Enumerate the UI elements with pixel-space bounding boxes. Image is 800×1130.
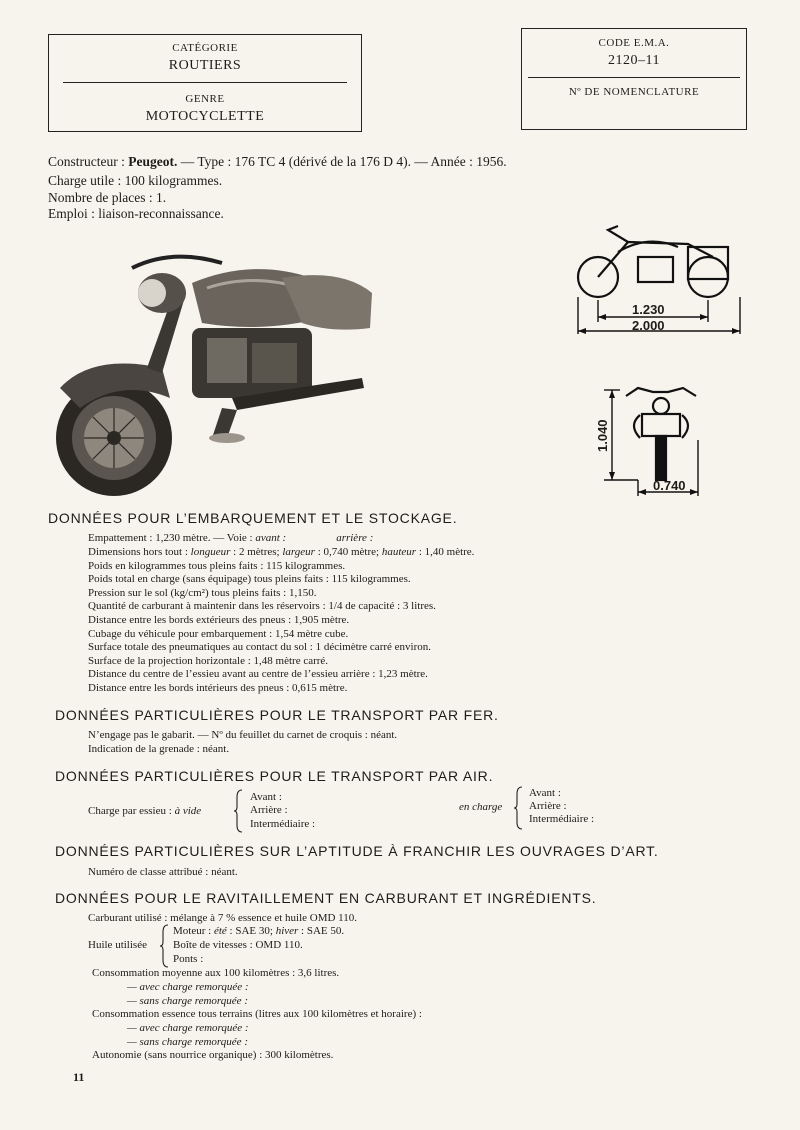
sans-charge: — sans charge remorquée :: [127, 995, 248, 1007]
dim-text: : 1,40 mètre.: [416, 546, 475, 558]
constructeur-value: Peugeot.: [128, 154, 178, 169]
front-width: 0.740: [653, 478, 686, 493]
charge-arriere: Arrière :: [529, 800, 567, 812]
moteur-text: Moteur :: [173, 925, 214, 937]
charge-utile: Charge utile : 100 kilogrammes.: [48, 173, 223, 188]
charge-text: Charge par essieu :: [88, 805, 175, 817]
data-line: Distance entre les bords extérieurs des pneus : 1,905 mètre.: [88, 614, 350, 626]
nomenclature-label: Nº DE NOMENCLATURE: [568, 86, 700, 98]
code-box: [521, 28, 747, 130]
brace-huile: [160, 924, 170, 968]
huile-boite: Boîte de vitesses : OMD 110.: [173, 939, 303, 951]
side-dim-1: 1.230: [632, 302, 665, 317]
category-value: ROUTIERS: [168, 58, 242, 73]
data-line: N’engage pas le gabarit. — Nº du feuillet du carnet de croquis : néant.: [88, 729, 398, 741]
side-dim-2: 2.000: [632, 318, 665, 333]
section-title-air: DONNÉES PARTICULIÈRES POUR LE TRANSPORT PAR AIR.: [55, 768, 494, 784]
dim-text: : 2 mètres;: [230, 546, 283, 558]
dim-largeur: largeur: [282, 546, 315, 558]
huile-moteur: [173, 925, 344, 938]
empattement-text: Empattement : 1,230 mètre. — Voie :: [88, 532, 256, 544]
brace-left: [234, 789, 244, 833]
brace-right: [514, 786, 524, 830]
data-line: Cubage du véhicule pour embarquement : 1,54 mètre cube.: [88, 628, 349, 640]
constructeur-line: [48, 154, 507, 170]
data-line: Surface totale des pneumatiques au contact du sol : 1 décimètre carré environ.: [88, 641, 432, 653]
data-line: Numéro de classe attribué : néant.: [88, 866, 238, 878]
charge-intermediaire: Intermédiaire :: [529, 813, 595, 825]
section-title-ravitaillement: DONNÉES POUR LE RAVITAILLEMENT EN CARBURANT ET INGRÉDIENTS.: [55, 890, 597, 906]
category-label: CATÉGORIE: [172, 42, 238, 54]
data-line: Poids en kilogrammes tous pleins faits : 115 kilogrammes.: [88, 560, 346, 572]
vide-intermediaire: Intermédiaire :: [250, 818, 316, 830]
avec-charge-tt: — avec charge remorquée :: [127, 1022, 249, 1034]
dim-text: Dimensions hors tout :: [88, 546, 191, 558]
moteur-text: : SAE 50.: [298, 925, 345, 937]
data-line: Surface de la projection horizontale : 1,48 mètre carré.: [88, 655, 329, 667]
divider: [528, 77, 740, 78]
consommation-tt-line: Consommation essence tous terrains (litres aux 100 kilomètres et horaire) :: [92, 1008, 422, 1020]
dimensions-line: [88, 546, 474, 559]
code-label: CODE E.M.A.: [598, 37, 670, 49]
huile-label: Huile utilisée: [88, 939, 147, 951]
data-line: Quantité de carburant à maintenir dans les réservoirs : 1/4 de capacité : 3 litres.: [88, 600, 436, 612]
empattement-line: [88, 532, 373, 545]
voie-avant: avant :: [255, 532, 287, 544]
en-charge: en charge: [459, 801, 503, 813]
sans-charge-tt: — sans charge remorquée :: [127, 1036, 248, 1048]
consommation-line: Consommation moyenne aux 100 kilomètres : 3,6 litres.: [92, 967, 340, 979]
section-title-fer: DONNÉES PARTICULIÈRES POUR LE TRANSPORT PAR FER.: [55, 707, 499, 723]
hiver: hiver: [275, 925, 299, 937]
data-line: Distance entre les bords intérieurs des pneus : 0,615 mètre.: [88, 682, 348, 694]
moteur-text: : SAE 30;: [226, 925, 276, 937]
autonomie-line: Autonomie (sans nourrice organique) : 300 kilomètres.: [92, 1049, 334, 1061]
dim-text: : 0,740 mètre;: [314, 546, 382, 558]
section-title-embarquement: DONNÉES POUR L’EMBARQUEMENT ET LE STOCKAGE.: [48, 510, 458, 526]
data-line: Poids total en charge (sans équipage) tous pleins faits : 115 kilogrammes.: [88, 573, 411, 585]
charge-avant: Avant :: [529, 787, 561, 799]
ete: été: [213, 925, 227, 937]
front-height: 1.040: [595, 419, 610, 452]
data-line: Indication de la grenade : néant.: [88, 743, 230, 755]
a-vide: à vide: [174, 805, 202, 817]
code-value: 2120–11: [608, 53, 660, 68]
nombre-places: Nombre de places : 1.: [48, 190, 167, 205]
divider: [63, 82, 347, 83]
vide-arriere: Arrière :: [250, 804, 288, 816]
huile-ponts: Ponts :: [173, 953, 204, 965]
vide-avant: Avant :: [250, 791, 282, 803]
genre-value: MOTOCYCLETTE: [145, 109, 265, 124]
carburant-line: Carburant utilisé : mélange à 7 % essence et huile OMD 110.: [88, 912, 358, 924]
category-box: [48, 34, 362, 132]
dim-hauteur: hauteur: [381, 546, 417, 558]
type-text: — Type : 176 TC 4 (dérivé de la 176 D 4). — Année : 1956.: [177, 154, 507, 169]
constructeur-label: Constructeur :: [48, 154, 129, 169]
charge-label: [88, 805, 201, 818]
dim-longueur: longueur: [190, 546, 231, 558]
section-title-ouvrages: DONNÉES PARTICULIÈRES SUR L’APTITUDE À FRANCHIR LES OUVRAGES D’ART.: [55, 843, 659, 859]
data-line: Pression sur le sol (kg/cm²) tous pleins faits : 1,150.: [88, 587, 317, 599]
page-number: 11: [73, 1070, 85, 1084]
voie-arriere: arrière :: [336, 532, 374, 544]
motorcycle-photo: [52, 238, 382, 508]
data-line: Distance du centre de l’essieu avant au centre de l’essieu arrière : 1,23 mètre.: [88, 668, 428, 680]
emploi: Emploi : liaison-reconnaissance.: [48, 206, 224, 221]
genre-label: GENRE: [185, 93, 225, 105]
avec-charge: — avec charge remorquée :: [127, 981, 249, 993]
